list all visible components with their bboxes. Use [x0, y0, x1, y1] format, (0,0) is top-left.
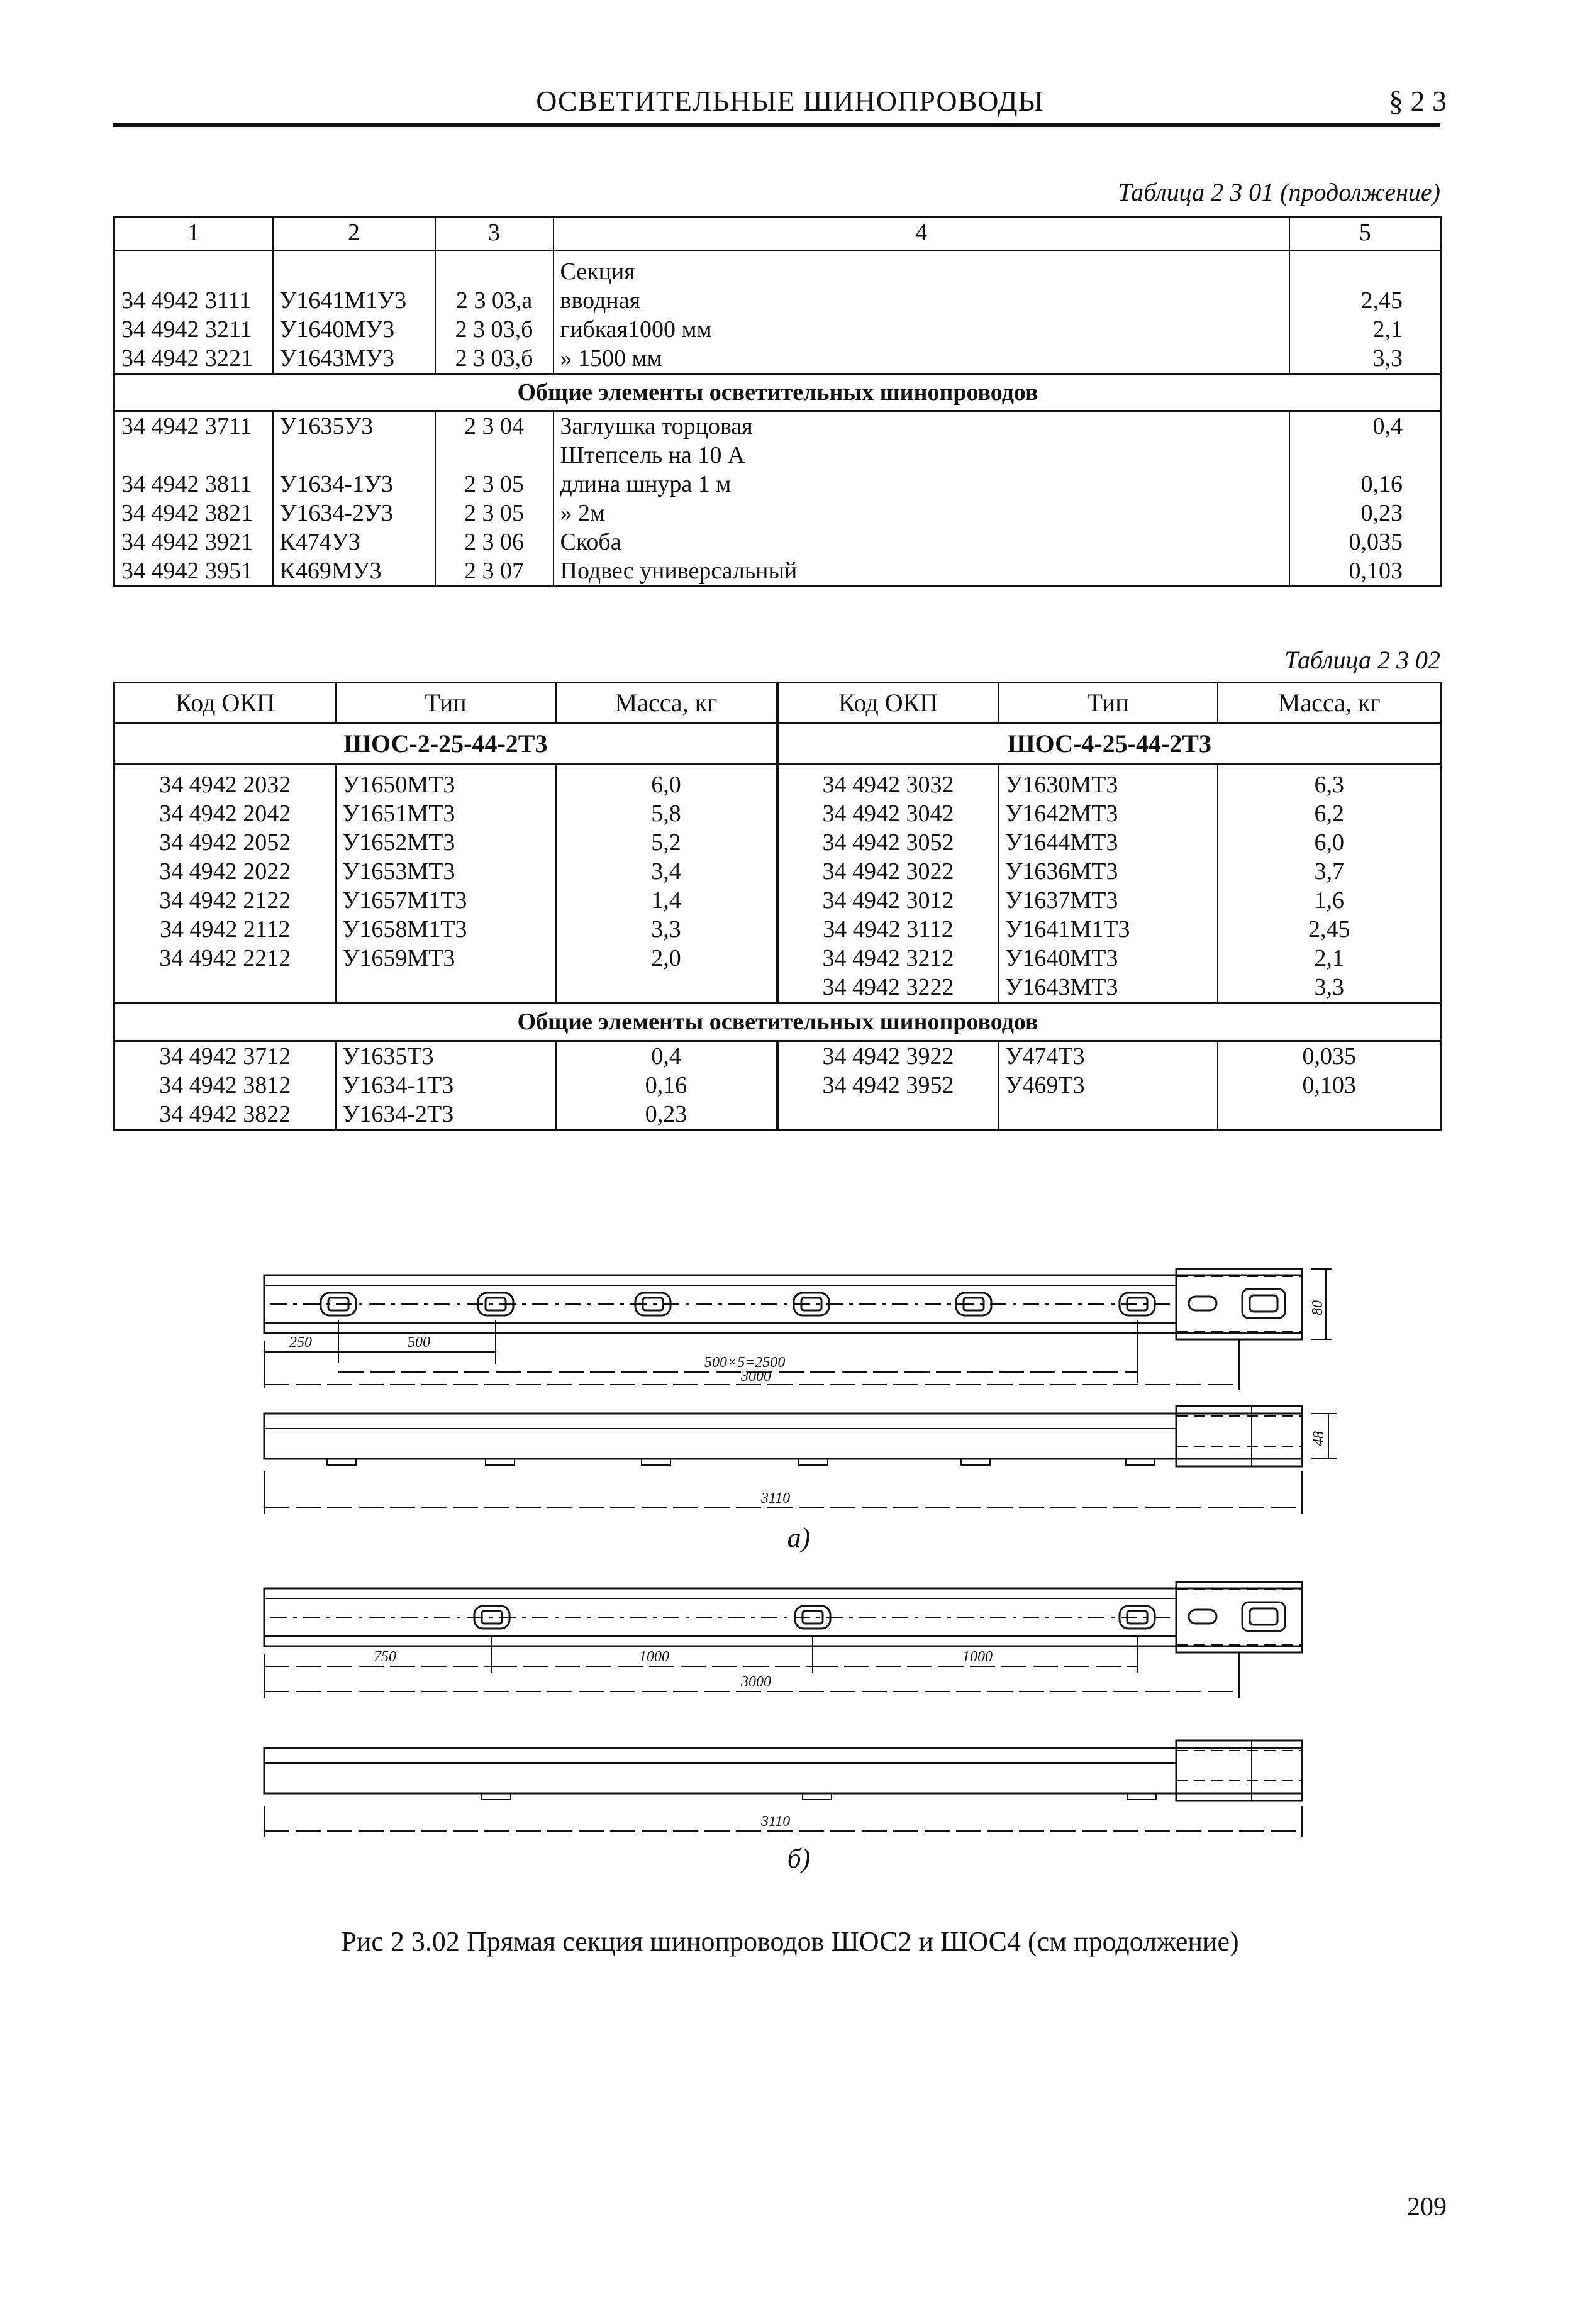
mass-cell: 2,1	[1289, 315, 1442, 344]
description: » 1500 мм	[554, 344, 1289, 374]
variant-a-side-view	[264, 1406, 1337, 1514]
mass-cell: 5,2	[556, 828, 777, 857]
okp-code: 34 4942 3952	[777, 1071, 999, 1100]
okp-code: 34 4942 2042	[114, 799, 336, 828]
group-left-title: ШОС-2-25-44-2Т3	[114, 724, 777, 765]
figure-ref: 2 3 03,а	[435, 286, 554, 315]
running-header-title: ОСВЕТИТЕЛЬНЫЕ ШИНОПРОВОДЫ	[536, 85, 1044, 117]
mass-cell: 6,0	[1218, 828, 1442, 857]
dim-3000-b: 3000	[741, 1674, 771, 1690]
okp-code: 34 4942 3712	[114, 1041, 336, 1071]
okp-code: 34 4942 3821	[114, 499, 273, 528]
type-cell: У1634-1У3	[273, 470, 435, 499]
okp-code: 34 4942 3211	[114, 315, 273, 344]
type-cell: У469Т3	[999, 1071, 1218, 1100]
okp-code: 34 4942 3711	[114, 411, 273, 441]
dim-750: 750	[374, 1649, 396, 1665]
okp-code: 34 4942 3052	[777, 828, 999, 857]
type-cell: У1635Т3	[336, 1041, 556, 1071]
mass-cell: 2,45	[1218, 915, 1442, 944]
mass-cell: 1,6	[1218, 886, 1442, 915]
mass-cell: 2,0	[556, 944, 777, 973]
mass-cell: 0,4	[556, 1041, 777, 1071]
type-cell: У1657М1Т3	[336, 886, 556, 915]
mass-cell: 0,23	[1289, 499, 1442, 528]
dim-3110-a: 3110	[761, 1490, 791, 1507]
dim-1000-first: 1000	[639, 1649, 669, 1665]
type-cell: У1640МТ3	[999, 944, 1218, 973]
type-cell: У1635У3	[273, 411, 435, 441]
dim-48: 48	[1311, 1431, 1327, 1446]
mass-cell: 0,103	[1218, 1071, 1442, 1100]
description: Секция	[554, 250, 1289, 286]
type-cell: У1641М1У3	[273, 286, 435, 315]
mass-cell: 0,103	[1289, 556, 1442, 587]
type-cell: У1634-1Т3	[336, 1071, 556, 1100]
type-cell: У1641М1Т3	[999, 915, 1218, 944]
okp-code: 34 4942 2022	[114, 857, 336, 886]
dim-3110-b: 3110	[761, 1813, 791, 1830]
okp-code: 34 4942 3221	[114, 344, 273, 374]
table1-col-header: 5	[1289, 218, 1442, 251]
type-cell: У1659МТ3	[336, 944, 556, 973]
mass-cell: 0,035	[1218, 1041, 1442, 1071]
okp-code: 34 4942 3222	[777, 973, 999, 1003]
mass-cell: 3,3	[1218, 973, 1442, 1003]
okp-code: 34 4942 2032	[114, 765, 336, 800]
type-cell: У1630МТ3	[999, 765, 1218, 800]
table2-col-header: Масса, кг	[1218, 683, 1442, 724]
variant-b-top-view	[264, 1582, 1302, 1698]
description: гибкая1000 мм	[554, 315, 1289, 344]
figure-ref: 2 3 05	[435, 470, 554, 499]
type-cell: К469МУ3	[273, 556, 435, 587]
okp-code: 34 4942 2112	[114, 915, 336, 944]
okp-code: 34 4942 3112	[777, 915, 999, 944]
okp-code: 34 4942 3012	[777, 886, 999, 915]
okp-code: 34 4942 3811	[114, 470, 273, 499]
type-cell: У1650МТ3	[336, 765, 556, 800]
okp-code: 34 4942 3822	[114, 1100, 336, 1130]
type-cell: У1634-2Т3	[336, 1100, 556, 1130]
dim-2500: 500×5=2500	[704, 1354, 786, 1371]
table1-caption: Таблица 2 3 01 (продолжение)	[1118, 178, 1440, 206]
type-cell: У1637МТ3	[999, 886, 1218, 915]
figure-ref: 2 3 04	[435, 411, 554, 441]
mass-cell: 6,3	[1218, 765, 1442, 800]
okp-code: 34 4942 3042	[777, 799, 999, 828]
figure-ref: 2 3 06	[435, 528, 554, 556]
dim-250: 250	[289, 1334, 312, 1351]
mass-cell: 0,23	[556, 1100, 777, 1130]
type-cell: У1651МТ3	[336, 799, 556, 828]
group-right-title: ШОС-4-25-44-2Т3	[777, 724, 1442, 765]
okp-code: 34 4942 2212	[114, 944, 336, 973]
okp-code: 34 4942 3032	[777, 765, 999, 800]
page-number: 209	[1407, 2193, 1447, 2222]
table1-subheader: Общие элементы осветительных шинопроводов	[114, 374, 1442, 411]
type-cell: У1653МТ3	[336, 857, 556, 886]
dim-80: 80	[1310, 1300, 1326, 1315]
mass-cell: 2,1	[1218, 944, 1442, 973]
mass-cell: 3,4	[556, 857, 777, 886]
mass-cell: 1,4	[556, 886, 777, 915]
figure-ref: 2 3 07	[435, 556, 554, 587]
table2-col-header: Тип	[999, 683, 1218, 724]
type-cell: У1634-2У3	[273, 499, 435, 528]
table2-subheader: Общие элементы осветительных шинопроводов	[114, 1003, 1442, 1041]
table1-col-header: 4	[554, 218, 1289, 251]
okp-code: 34 4942 3111	[114, 286, 273, 315]
okp-code: 34 4942 3951	[114, 556, 273, 587]
table1-col-header: 2	[273, 218, 435, 251]
type-cell: У1643МУ3	[273, 344, 435, 374]
type-cell: У1652МТ3	[336, 828, 556, 857]
mass-cell: 2,45	[1289, 286, 1442, 315]
okp-code: 34 4942 2052	[114, 828, 336, 857]
dim-500: 500	[408, 1334, 430, 1351]
okp-code: 34 4942 3812	[114, 1071, 336, 1100]
table2-col-header: Масса, кг	[556, 683, 777, 724]
okp-code: 34 4942 3212	[777, 944, 999, 973]
description: » 2м	[554, 499, 1289, 528]
table2-col-header: Тип	[336, 683, 556, 724]
table1-col-header: 3	[435, 218, 554, 251]
type-cell: У1658М1Т3	[336, 915, 556, 944]
description: Заглушка торцовая	[554, 411, 1289, 441]
section-number: § 2 3	[1389, 85, 1447, 117]
variant-a-label: а)	[787, 1522, 811, 1553]
type-cell: К474У3	[273, 528, 435, 556]
figure-ref: 2 3 05	[435, 499, 554, 528]
type-cell: У1643МТ3	[999, 973, 1218, 1003]
description: Подвес универсальный	[554, 556, 1289, 587]
dim-3000-a: 3000	[741, 1368, 771, 1385]
type-cell: У1640МУ3	[273, 315, 435, 344]
mass-cell: 6,0	[556, 765, 777, 800]
okp-code: 34 4942 3022	[777, 857, 999, 886]
okp-code: 34 4942 3922	[777, 1041, 999, 1071]
mass-cell: 5,8	[556, 799, 777, 828]
table2-col-header: Код ОКП	[114, 683, 336, 724]
type-cell: У1644МТ3	[999, 828, 1218, 857]
description: Скоба	[554, 528, 1289, 556]
table2-caption: Таблица 2 3 02	[1284, 646, 1440, 674]
mass-cell: 3,3	[556, 915, 777, 944]
type-cell: У1636МТ3	[999, 857, 1218, 886]
variant-a-top-view	[264, 1269, 1332, 1390]
figure-ref: 2 3 03,б	[435, 344, 554, 374]
mass-cell: 6,2	[1218, 799, 1442, 828]
type-cell: У474Т3	[999, 1041, 1218, 1071]
table2-col-header: Код ОКП	[777, 683, 999, 724]
description: вводная	[554, 286, 1289, 315]
table1-col-header: 1	[114, 218, 273, 251]
mass-cell: 0,16	[556, 1071, 777, 1100]
dim-1000-second: 1000	[962, 1649, 993, 1665]
mass-cell: 0,035	[1289, 528, 1442, 556]
variant-b-label: б)	[787, 1843, 811, 1874]
figure-ref: 2 3 03,б	[435, 315, 554, 344]
mass-cell: 0,4	[1289, 411, 1442, 441]
mass-cell: 3,7	[1218, 857, 1442, 886]
type-cell: У1642МТ3	[999, 799, 1218, 828]
mass-cell: 3,3	[1289, 344, 1442, 374]
description: Штепсель на 10 А	[554, 441, 1289, 470]
okp-code: 34 4942 3921	[114, 528, 273, 556]
okp-code: 34 4942 2122	[114, 886, 336, 915]
figure-caption: Рис 2 3.02 Прямая секция шинопроводов ШОС2 и ШОС4 (см продолжение)	[341, 1926, 1239, 1957]
description: длина шнура 1 м	[554, 470, 1289, 499]
mass-cell: 0,16	[1289, 470, 1442, 499]
